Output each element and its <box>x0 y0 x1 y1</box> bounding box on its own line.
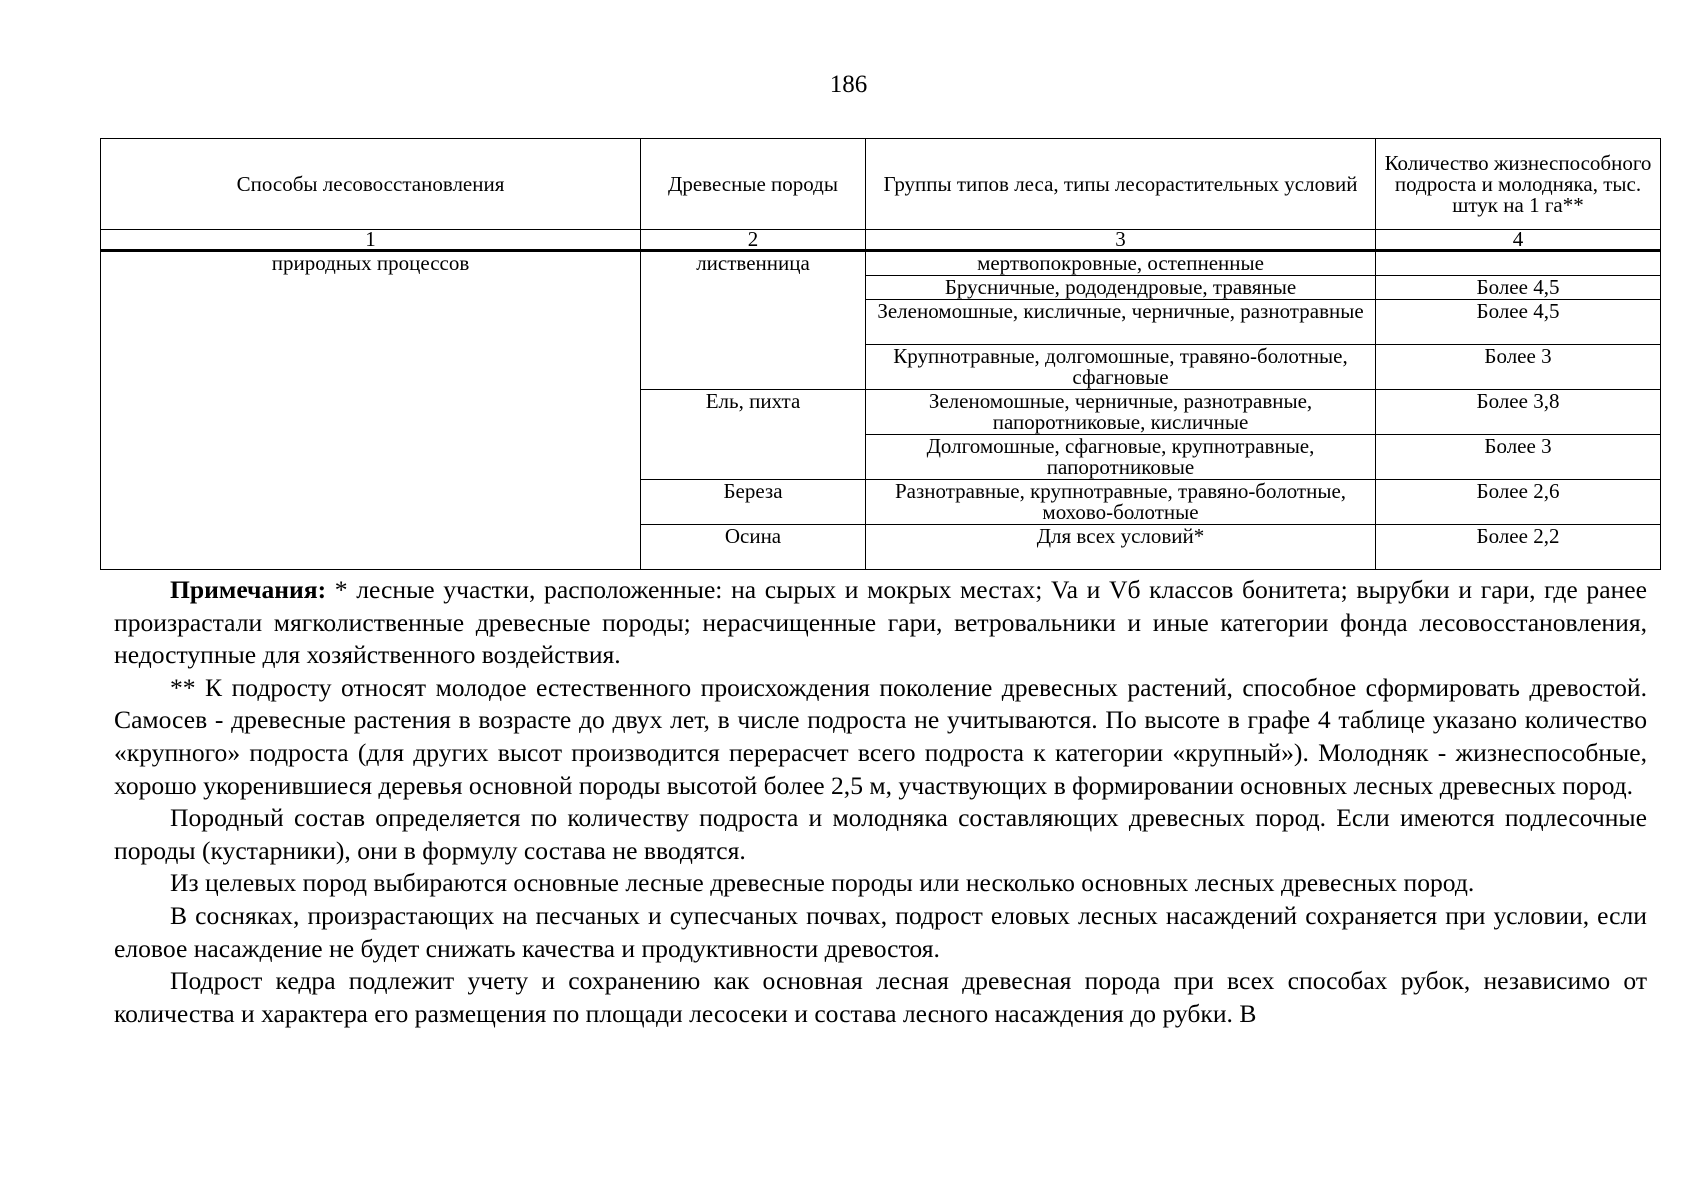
species-cell: Осина <box>641 525 866 570</box>
column-number-row <box>101 230 1661 251</box>
conditions-cell: мертвопокровные, остепненные <box>866 251 1376 276</box>
conditions-cell: Зеленомошные, кисличные, черничные, разнотравные <box>866 300 1376 345</box>
note-paragraph: ** К подросту относят молодое естественного происхождения поколение древесных растений, способное сформировать древостой. Самосев - древесные растения в возрасте до двух лет, в числе подроста не учитываются. По высоте в графе 4 таблице указано количество «крупного» подроста (для других высот производится перерасчет всего подроста к категории «крупный»). Молодняк - жизнеспособные, хорошо укоренившиеся деревья основной породы высотой более 2,5 м, участвующих в формировании основных лесных древесных пород. <box>114 672 1647 800</box>
note-text: * лесные участки, расположенные: на сырых и мокрых местах; Va и Vб классов бонитета; вырубки и гари, где ранее произрастали мягколиственные древесные породы; нерасчищенные гари, ветровальники и иные категории фонда лесовосстановления, недоступные для хозяйственного воздействия. <box>114 575 1647 670</box>
column-number: 4 <box>1376 230 1661 251</box>
header-cell: Количество жизнеспособного подроста и молодняка, тыс. штук на 1 га** <box>1376 139 1661 230</box>
note-paragraph: В сосняках, произрастающих на песчаных и супесчаных почвах, подрост еловых лесных насаждений сохраняется при условии, если еловое насаждение не будет снижать качества и продуктивности древостоя. <box>114 900 1647 963</box>
method-cell: природных процессов <box>101 251 641 570</box>
header-cell: Группы типов леса, типы лесорастительных условий <box>866 139 1376 230</box>
notes-section <box>114 574 1647 1030</box>
note-paragraph <box>114 574 1647 672</box>
amount-cell: Более 2,6 <box>1376 480 1661 525</box>
table-header-row <box>101 139 1661 230</box>
species-cell: лиственница <box>641 251 866 390</box>
species-cell: Ель, пихта <box>641 390 866 480</box>
header-cell: Способы лесовосстановления <box>101 139 641 230</box>
column-number: 3 <box>866 230 1376 251</box>
amount-cell: Более 3 <box>1376 345 1661 390</box>
amount-cell: Более 4,5 <box>1376 300 1661 345</box>
page-number: 186 <box>829 71 868 98</box>
column-number: 1 <box>101 230 641 251</box>
note-paragraph: Из целевых пород выбираются основные лесные древесные породы или несколько основных лесных древесных пород. <box>170 868 1475 898</box>
conditions-cell: Для всех условий* <box>866 525 1376 570</box>
note-paragraph: Подрост кедра подлежит учету и сохранению как основная лесная древесная порода при всех способах рубок, независимо от количества и характера его размещения по площади лесосеки и состава лесного насаждения до рубки. В <box>114 966 1647 1028</box>
regrowth-table <box>100 138 1661 570</box>
column-number: 2 <box>641 230 866 251</box>
conditions-cell: Брусничные, рододендровые, травяные <box>866 276 1376 300</box>
amount-cell: Более 2,2 <box>1376 525 1661 570</box>
amount-cell: Более 3 <box>1376 435 1661 480</box>
conditions-cell: Разнотравные, крупнотравные, травяно-болотные, мохово-болотные <box>866 480 1376 525</box>
note-paragraph: Породный состав определяется по количеству подроста и молодняка составляющих древесных пород. Если имеются подлесочные породы (кустарники), они в формулу состава не вводятся. <box>114 803 1647 865</box>
header-cell: Древесные породы <box>641 139 866 230</box>
amount-cell: Более 3,8 <box>1376 390 1661 435</box>
notes-label: Примечания: <box>170 575 327 604</box>
amount-cell <box>1376 251 1661 276</box>
conditions-cell: Долгомошные, сфагновые, крупнотравные, папоротниковые <box>866 435 1376 480</box>
amount-cell: Более 4,5 <box>1376 276 1661 300</box>
conditions-cell: Крупнотравные, долгомошные, травяно-болотные, сфагновые <box>866 345 1376 390</box>
species-cell: Береза <box>641 480 866 525</box>
table-row <box>101 251 1661 276</box>
conditions-cell: Зеленомошные, черничные, разнотравные, папоротниковые, кисличные <box>866 390 1376 435</box>
